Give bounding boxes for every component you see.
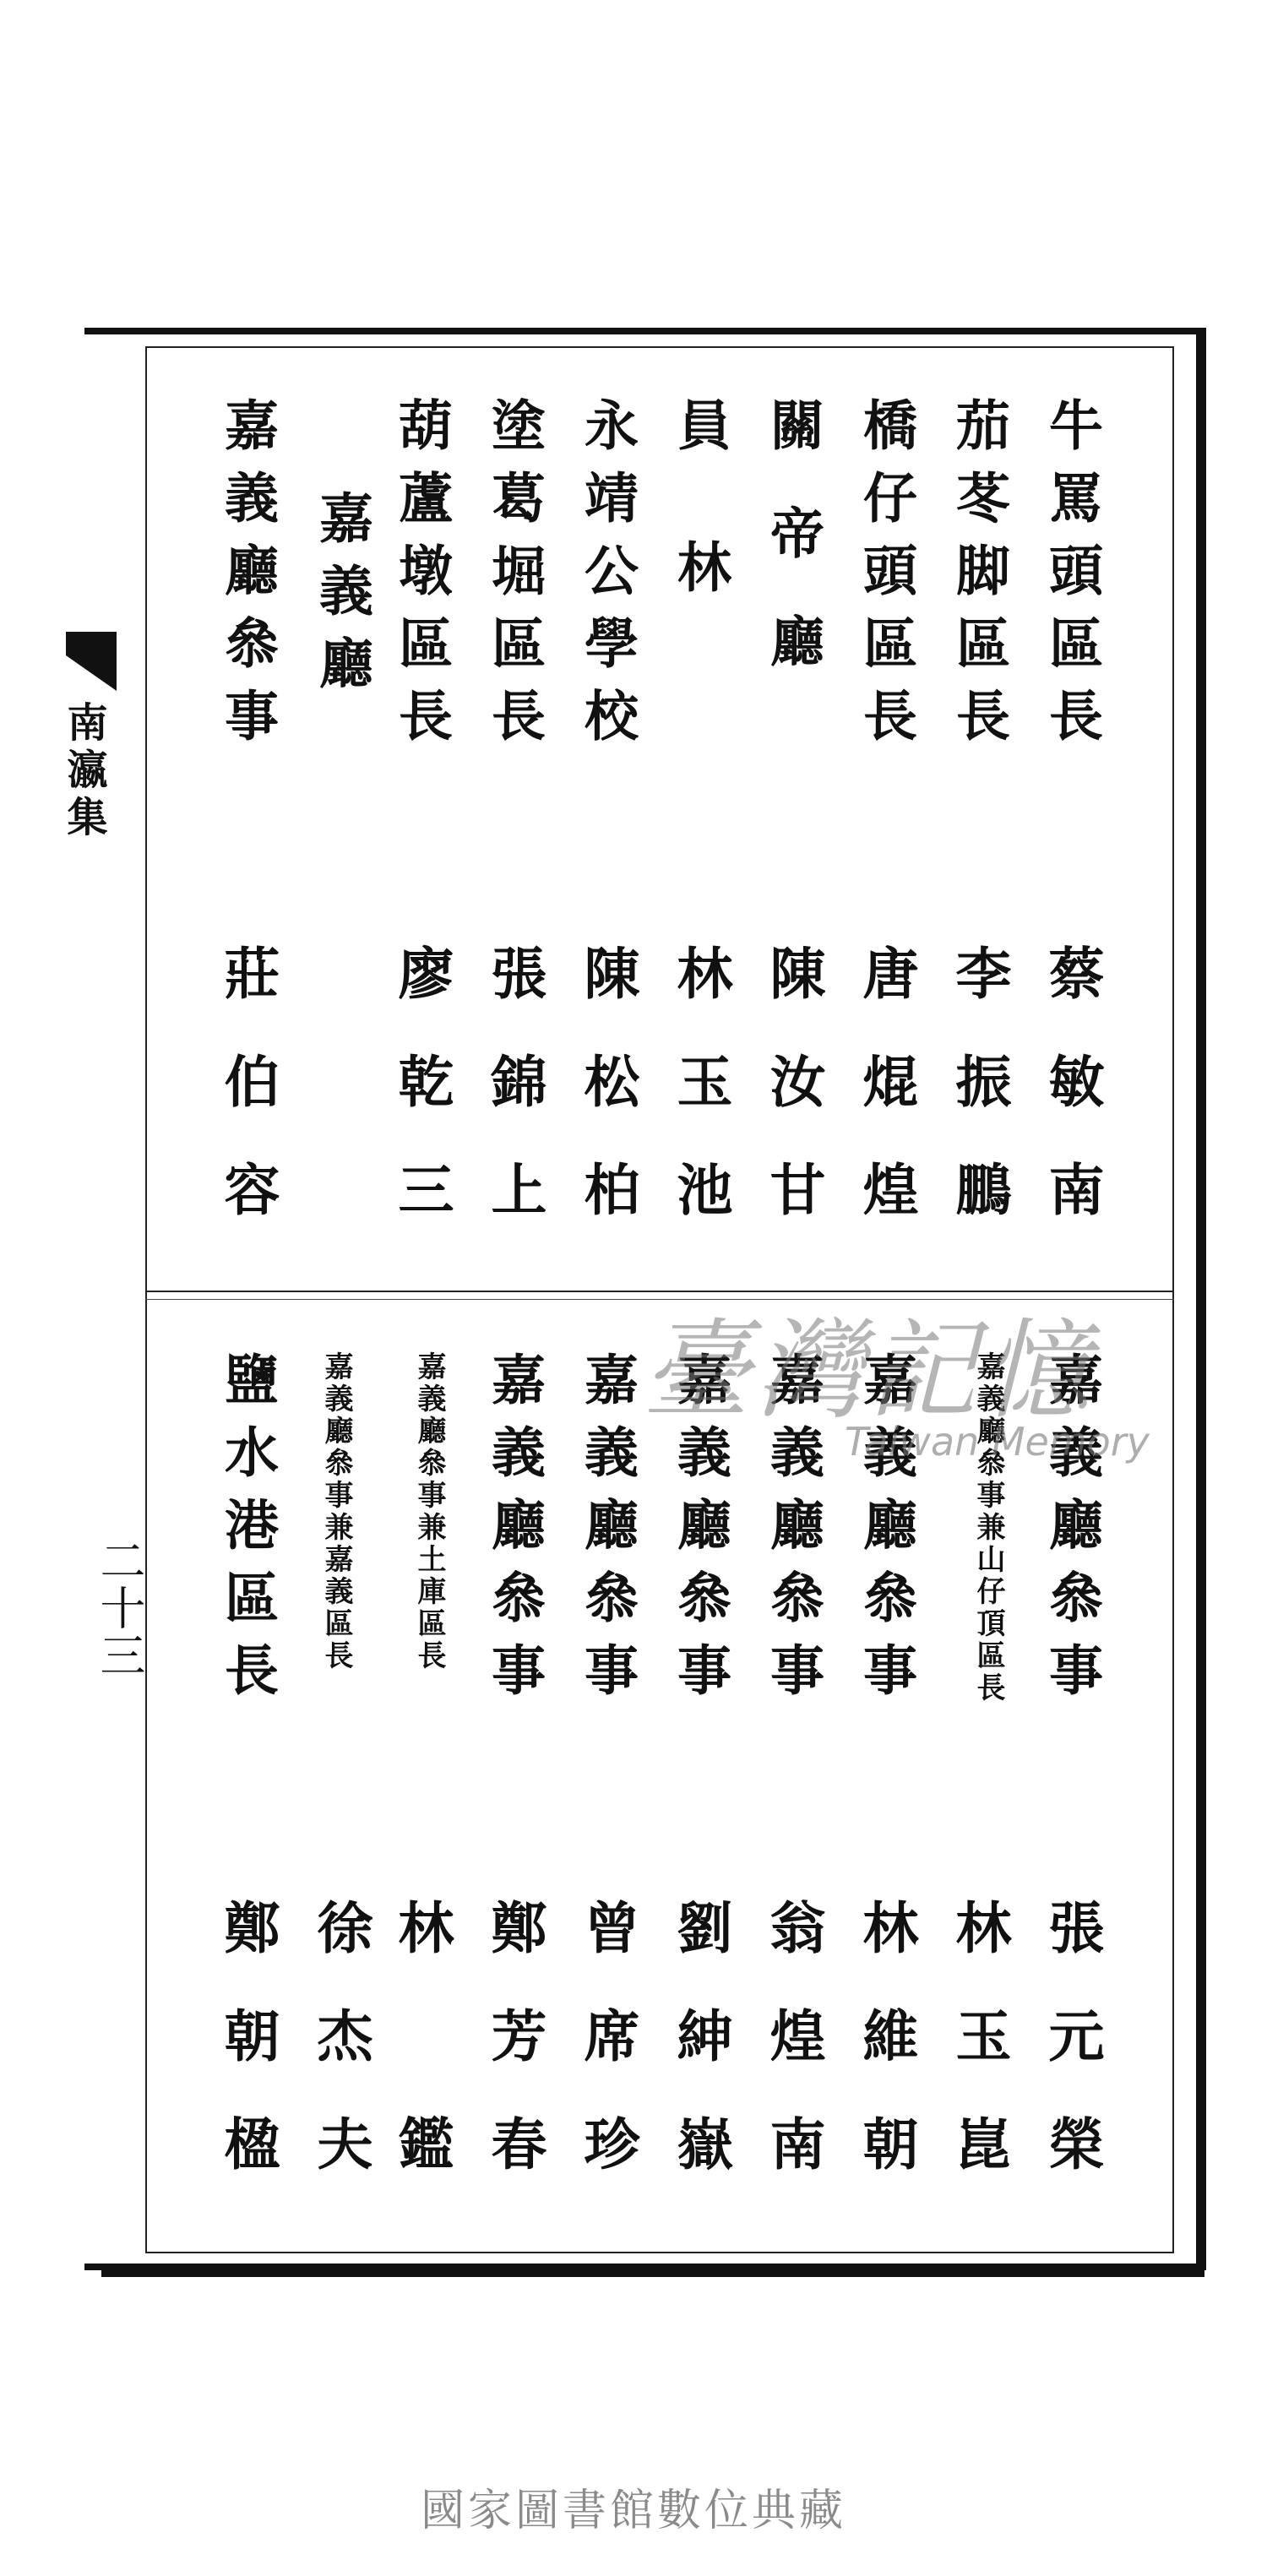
upper-title: 塗葛堀區長 bbox=[482, 397, 546, 760]
upper-title: 牛罵頭區長 bbox=[1040, 397, 1103, 760]
bottom-rule bbox=[101, 2269, 1204, 2277]
lower-title: 嘉義廳叅事 bbox=[482, 1351, 546, 1715]
footer-credit: 國家圖書館數位典藏 bbox=[420, 2486, 846, 2536]
lower-title: 嘉義廳叅事兼嘉義區長 bbox=[319, 1351, 353, 1672]
margin-title: 南瀛集 bbox=[60, 701, 107, 843]
upper-title: 橋仔頭區長 bbox=[854, 397, 917, 760]
upper-name: 廖乾三 bbox=[389, 944, 454, 1269]
upper-name: 陳松柏 bbox=[574, 944, 640, 1269]
upper-name: 李振鵬 bbox=[946, 944, 1012, 1269]
upper-name: 林玉池 bbox=[667, 944, 733, 1269]
lower-name: 徐杰夫 bbox=[307, 1899, 373, 2223]
lower-title: 嘉義廳叅事 bbox=[1040, 1351, 1103, 1715]
page-number: 二十三 bbox=[93, 1537, 146, 1679]
lower-title: 嘉義廳叅事 bbox=[761, 1351, 824, 1715]
watermark-logo-subtitle: Taiwan Memory bbox=[845, 1419, 1150, 1465]
lower-name: 林玉崑 bbox=[946, 1899, 1012, 2223]
upper-name: 唐焜煌 bbox=[853, 944, 919, 1269]
lower-title: 嘉義廳叅事 bbox=[668, 1351, 731, 1715]
upper-name: 張錦上 bbox=[481, 944, 547, 1269]
lower-name: 張元榮 bbox=[1039, 1899, 1105, 2223]
lower-title: 嘉義廳叅事兼土庫區長 bbox=[412, 1351, 446, 1672]
lower-title: 嘉義廳叅事 bbox=[575, 1351, 639, 1715]
upper-title: 茄苳脚區長 bbox=[947, 397, 1010, 760]
upper-name: 蔡敏南 bbox=[1039, 944, 1105, 1269]
upper-title: 嘉義廳 bbox=[310, 490, 373, 708]
lower-name: 劉紳嶽 bbox=[667, 1899, 733, 2223]
upper-name: 陳汝甘 bbox=[760, 944, 826, 1269]
lower-name: 鄭朝楹 bbox=[215, 1899, 280, 2223]
upper-title: 嘉義廳叅事 bbox=[215, 397, 279, 760]
lower-title: 嘉義廳叅事 bbox=[854, 1351, 917, 1715]
lower-name: 翁煌南 bbox=[760, 1899, 826, 2223]
watermark-logo-text: 臺灣記憶 bbox=[642, 1308, 1096, 1434]
upper-name: 莊伯容 bbox=[215, 944, 280, 1269]
upper-title: 永靖公學校 bbox=[575, 397, 639, 760]
lower-name: 鄭芳春 bbox=[481, 1899, 547, 2223]
lower-name: 林 鑑 bbox=[389, 1899, 454, 2223]
lower-title: 鹽水港區長 bbox=[215, 1351, 279, 1715]
upper-title: 關帝廳 bbox=[761, 397, 824, 721]
upper-title: 葫蘆墩區長 bbox=[389, 397, 453, 760]
lower-name: 林維朝 bbox=[853, 1899, 919, 2223]
upper-title: 員 林 bbox=[668, 397, 731, 610]
lower-name: 曾席珍 bbox=[574, 1899, 640, 2223]
lower-title: 嘉義廳叅事兼山仔頂區長 bbox=[971, 1351, 1005, 1704]
